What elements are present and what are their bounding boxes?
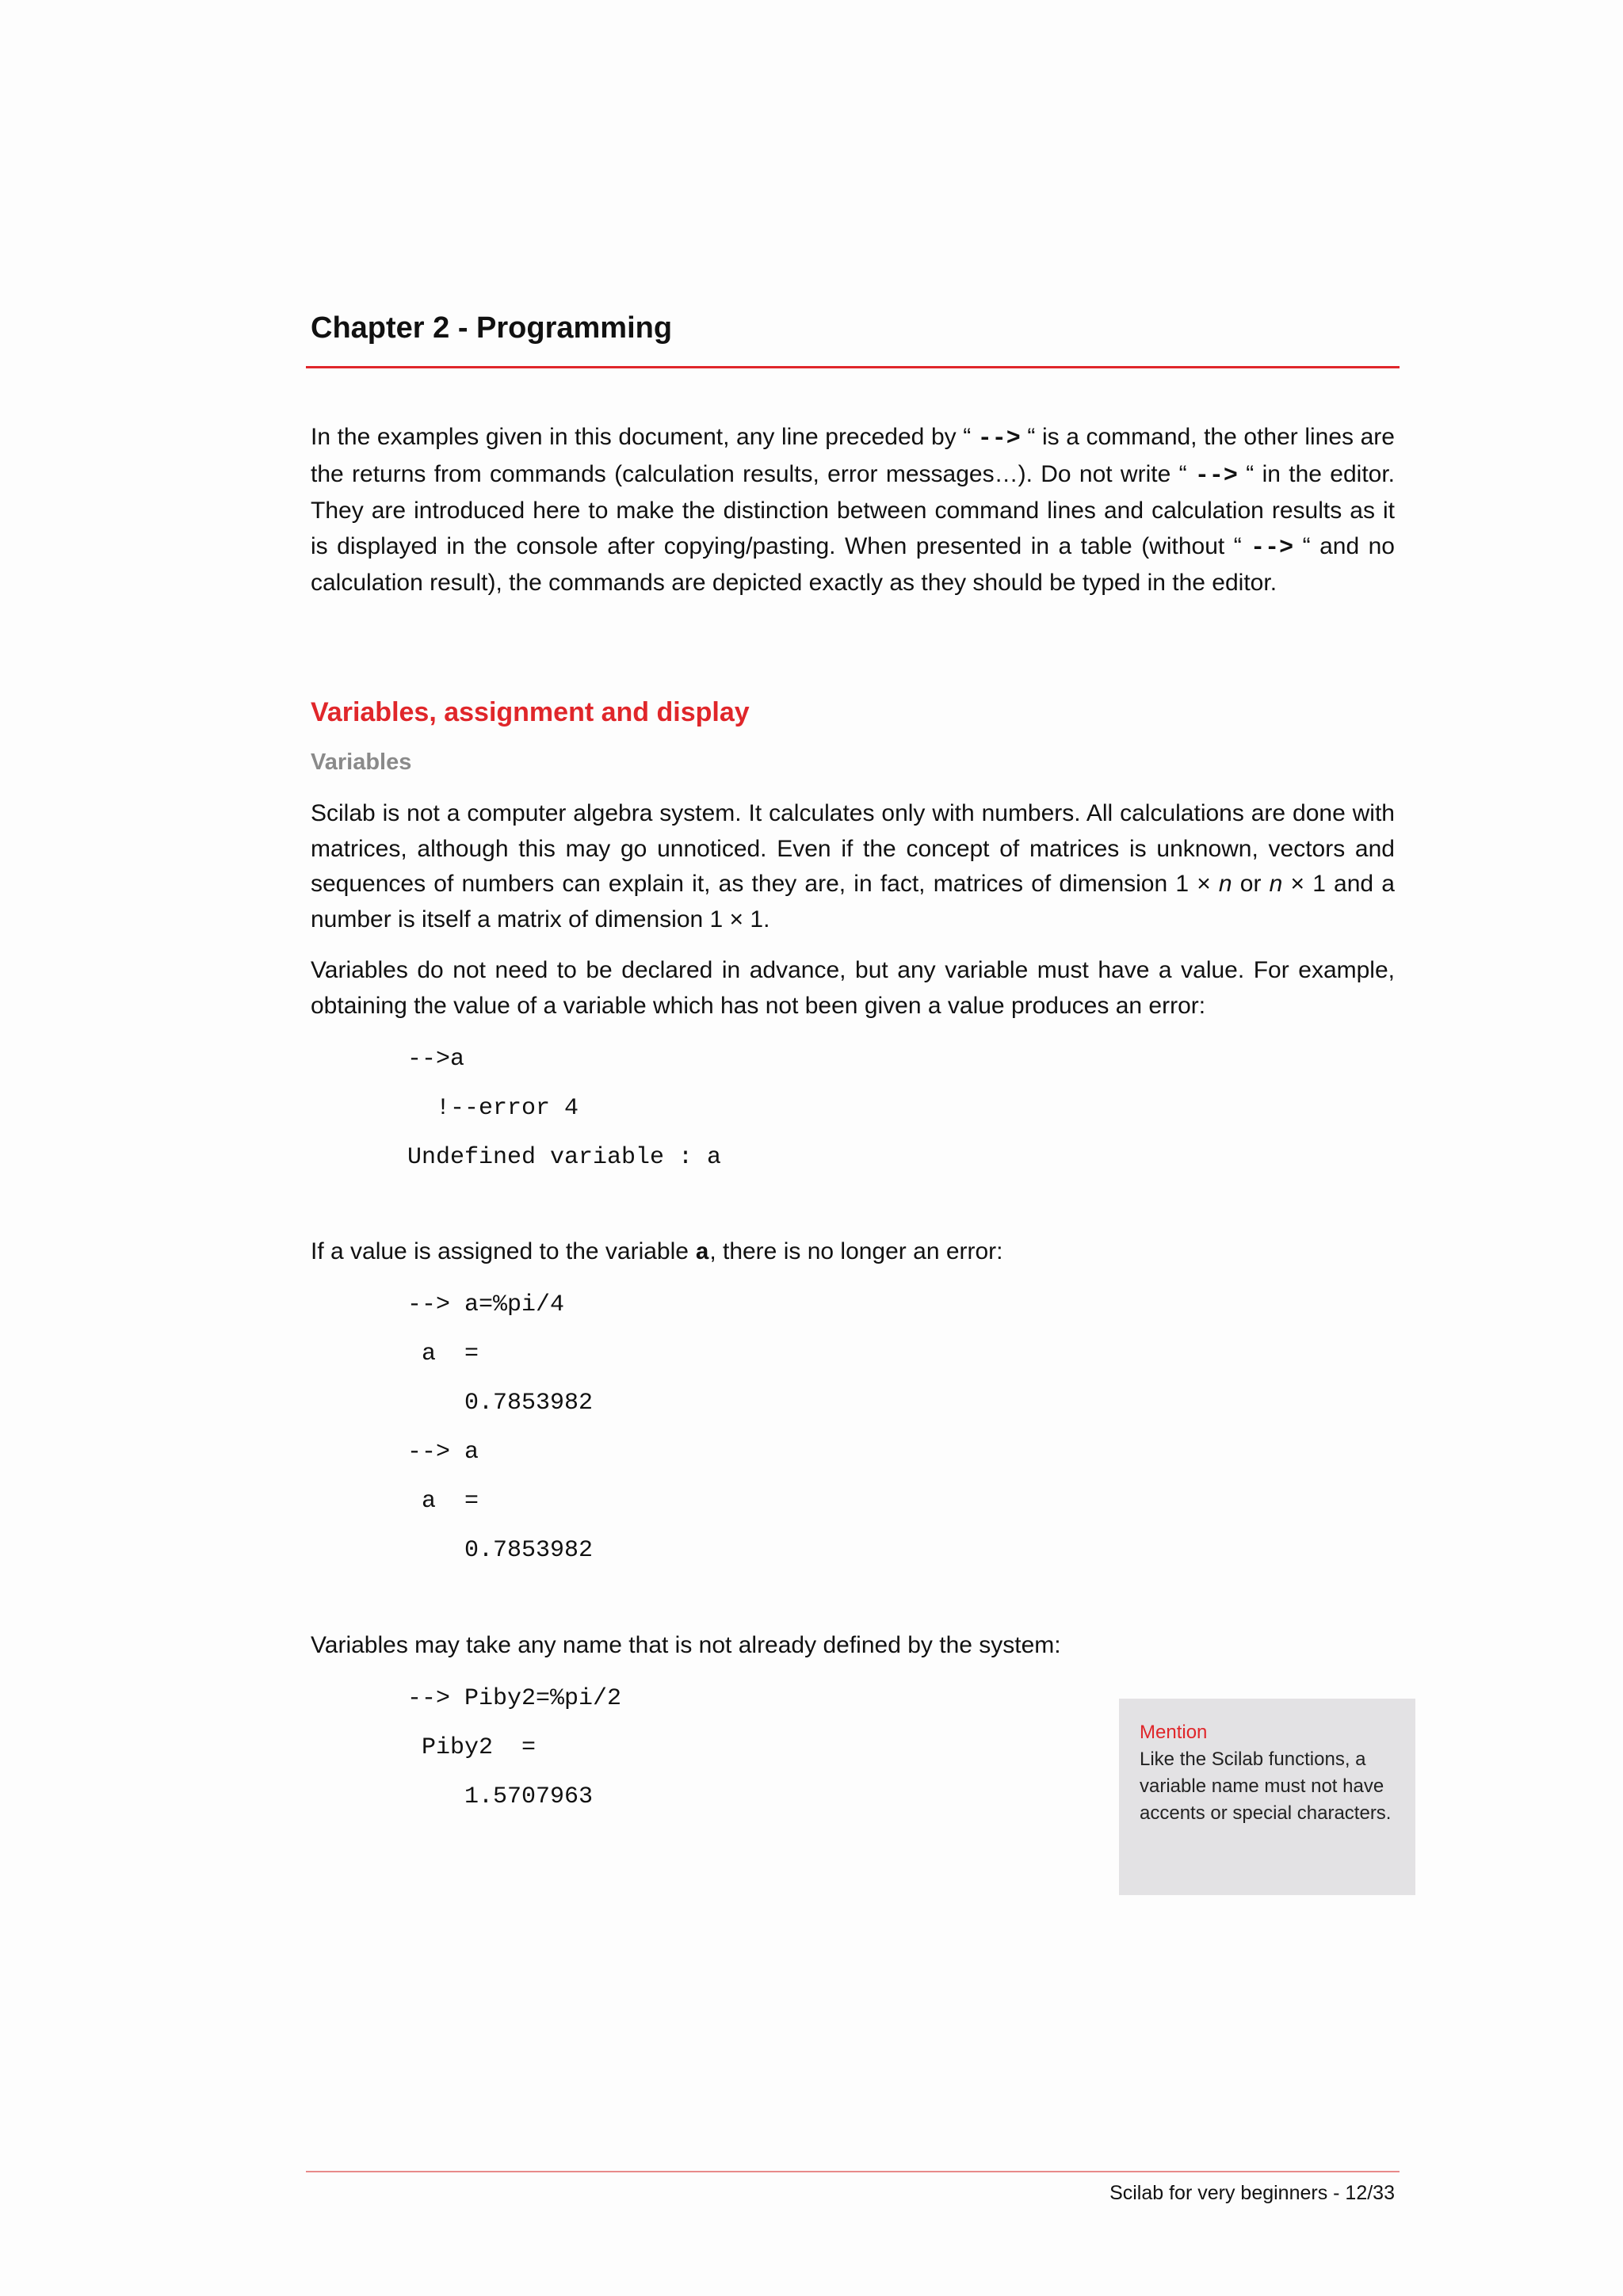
prompt-arrow: -->: [1194, 462, 1238, 490]
code-line: --> a=%pi/4: [407, 1291, 565, 1318]
code-line: --> a: [407, 1439, 479, 1466]
intro-text-2: “ is a command, the other lines are the returns from commands (calculation results, error messages…). Do not write “: [311, 424, 1395, 487]
mention-text: Like the Scilab functions, a variable name must not have accents or special characters.: [1140, 1749, 1392, 1824]
code-line: --> Piby2=%pi/2: [407, 1685, 622, 1712]
code-line: Undefined variable : a: [407, 1144, 722, 1171]
para-text: Scilab is not a computer algebra system. It calculates only with numbers. All calculations are done with matrices, although this may go unnoticed. Even if the concept of matrices is unknown, vectors and sequences of numbers can explain it, as they are, in fact, matrices of dimension 1 ×: [311, 800, 1395, 897]
code-line: 0.7853982: [407, 1390, 594, 1417]
code-line: 0.7853982: [407, 1537, 594, 1564]
code-line: a =: [407, 1488, 479, 1515]
intro-text-1: In the examples given in this document, any line preceded by “: [311, 424, 978, 450]
math-n: n: [1218, 871, 1232, 897]
assignment-paragraph: [311, 1234, 1395, 1272]
code-line: 1.5707963: [407, 1783, 594, 1810]
mention-title: Mention: [1140, 1722, 1208, 1743]
code-line: a =: [407, 1341, 479, 1367]
intro-text-4: “ and no calculation result), the commands are depicted exactly as they should be typed in the editor.: [311, 532, 1395, 596]
variable-name: a: [695, 1240, 710, 1267]
intro-text-3: “ in the editor. They are introduced here to make the distinction between command lines and calculation results as it is displayed in the console after copying/pasting. When presented in a table (without “: [311, 460, 1396, 559]
code-line: -->a: [407, 1046, 465, 1073]
para-text: or: [1232, 871, 1270, 897]
section-heading: Variables, assignment and display: [311, 697, 750, 727]
naming-paragraph: Variables may take any name that is not already defined by the system:: [311, 1632, 1061, 1658]
code-line: !--error 4: [407, 1095, 579, 1122]
declaration-paragraph: Variables do not need to be declared in advance, but any variable must have a value. For example, obtaining the value of a variable which has not been given a value produces an error:: [311, 957, 1395, 1019]
chapter-divider: [306, 366, 1400, 368]
mention-box: [1119, 1699, 1415, 1895]
para-text: , there is no longer an error:: [709, 1238, 1003, 1264]
chapter-title: Chapter 2 - Programming: [311, 311, 673, 345]
math-n: n: [1269, 871, 1283, 897]
footer-divider: [306, 2171, 1400, 2172]
matrices-paragraph: [311, 796, 1395, 937]
page-footer: Scilab for very beginners - 12/33: [1109, 2182, 1395, 2204]
prompt-arrow: -->: [977, 425, 1021, 452]
intro-paragraph: [311, 420, 1395, 601]
code-line: Piby2 =: [407, 1734, 537, 1761]
sub-heading: Variables: [311, 749, 412, 775]
prompt-arrow: -->: [1251, 534, 1294, 562]
para-text: × 1 and a number is itself a matrix of dimension 1 × 1.: [311, 871, 1395, 933]
para-text: If a value is assigned to the variable: [311, 1238, 696, 1264]
